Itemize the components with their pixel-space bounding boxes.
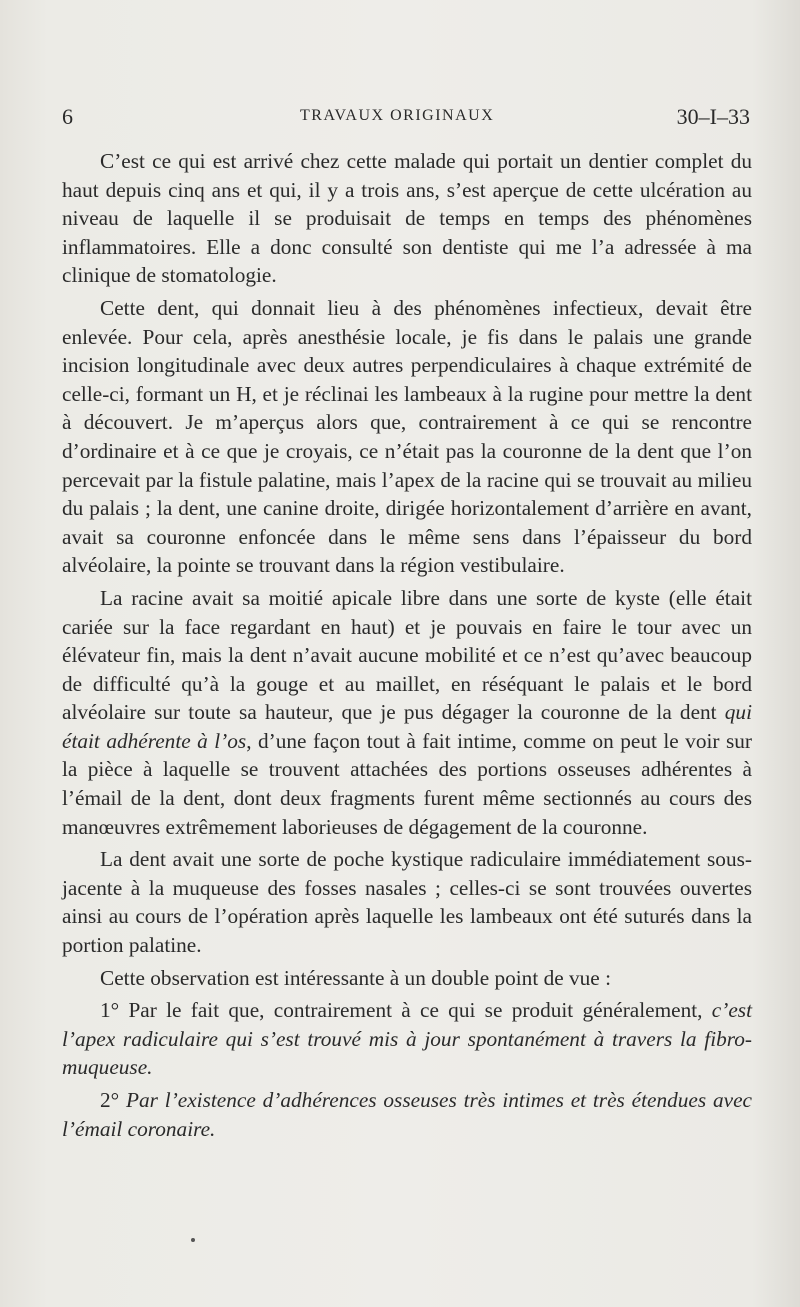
- paragraph-text: 2°: [100, 1088, 126, 1112]
- paragraph-text: Cette dent, qui donnait lieu à des phénomènes infectieux, devait être enlevée. Pour cela, après anesthésie locale, je fis dans le palais une grande incision longitudinale avec deux autres perpendiculaires à chaque extrémité de celle-ci, formant un H, et je réclinai les lambeaux à la rugine pour mettre la dent à découvert. Je m’aperçus alors que, contrairement à ce qui se rencontre d’ordinaire et à ce que je croyais, ce n’était pas la couronne de la dent que l’on percevait par la fistule palatine, mais l’apex de la racine qui se trouvait au milieu du palais ; la dent, une canine droite, dirigée horizontalement d’arrière en avant, avait sa couronne enfoncée dans le même sens dans l’épaisseur du bord alvéolaire, la pointe se trouvant dans la région vestibulaire.: [62, 295, 752, 578]
- page-number: 6: [62, 104, 73, 129]
- paragraph: [62, 964, 752, 993]
- emphasis-text: Par l’existence d’adhérences osseuses très intimes et très étendues avec l’émail coronaire.: [62, 1088, 752, 1141]
- running-header: [62, 104, 750, 134]
- ink-speck: [191, 1238, 195, 1242]
- paragraph-text: , d’une façon tout à fait intime, comme on peut le voir sur la pièce à laquelle se trouvent attachées des portions osseuses adhérentes à l’émail de la dent, dont deux fragments furent même sectionnés au cours des manœuvres extrêmement laborieuses de dégagement de la couronne.: [62, 728, 752, 839]
- paragraph-text: La dent avait une sorte de poche kystique radiculaire immédiatement sous-jacente à la muqueuse des fosses nasales ; celles-ci se sont trouvées ouvertes ainsi au cours de l’opération après laquelle les lambeaux ont été suturés dans la portion palatine.: [62, 847, 752, 958]
- paragraph: [62, 294, 752, 580]
- issue-date: 30–I–33: [676, 104, 750, 129]
- paragraph: [62, 584, 752, 841]
- paragraph: [62, 1086, 752, 1143]
- emphasis-text: qui était adhérente à l’os: [62, 700, 752, 753]
- paragraph-text: 1° Par le fait que, contrairement à ce qui se produit généralement,: [100, 998, 712, 1023]
- article-body: [62, 147, 752, 1147]
- running-title: TRAVAUX ORIGINAUX: [300, 107, 495, 124]
- paragraph-text: La racine avait sa moitié apicale libre dans une sorte de kyste (elle était cariée sur la face regardant en haut) et je pouvais en faire le tour avec un élévateur fin, mais la dent n’avait aucune mobilité et ce n’est qu’avec beaucoup de difficulté qu’à la gouge et au maillet, en réséquant le palais et le bord alvéolaire sur toute sa hauteur, que je pus dégager la couronne de la dent: [62, 585, 752, 725]
- paragraph-text: Cette observation est intéressante à un double point de vue :: [100, 965, 611, 990]
- emphasis-text: c’est l’apex radiculaire qui s’est trouvé mis à jour spontanément à travers la fibro-muqueuse.: [62, 998, 752, 1080]
- paragraph: [62, 996, 752, 1082]
- paragraph-text: C’est ce qui est arrivé chez cette malade qui portait un dentier complet du haut depuis cinq ans et qui, il y a trois ans, s’est aperçue de cette ulcération au niveau de laquelle il se produisait de temps en temps des phénomènes inflammatoires. Elle a donc consulté son dentiste qui me l’a adressée à ma clinique de stomatologie.: [62, 149, 752, 288]
- paragraph: [62, 845, 752, 959]
- paragraph: [62, 147, 752, 290]
